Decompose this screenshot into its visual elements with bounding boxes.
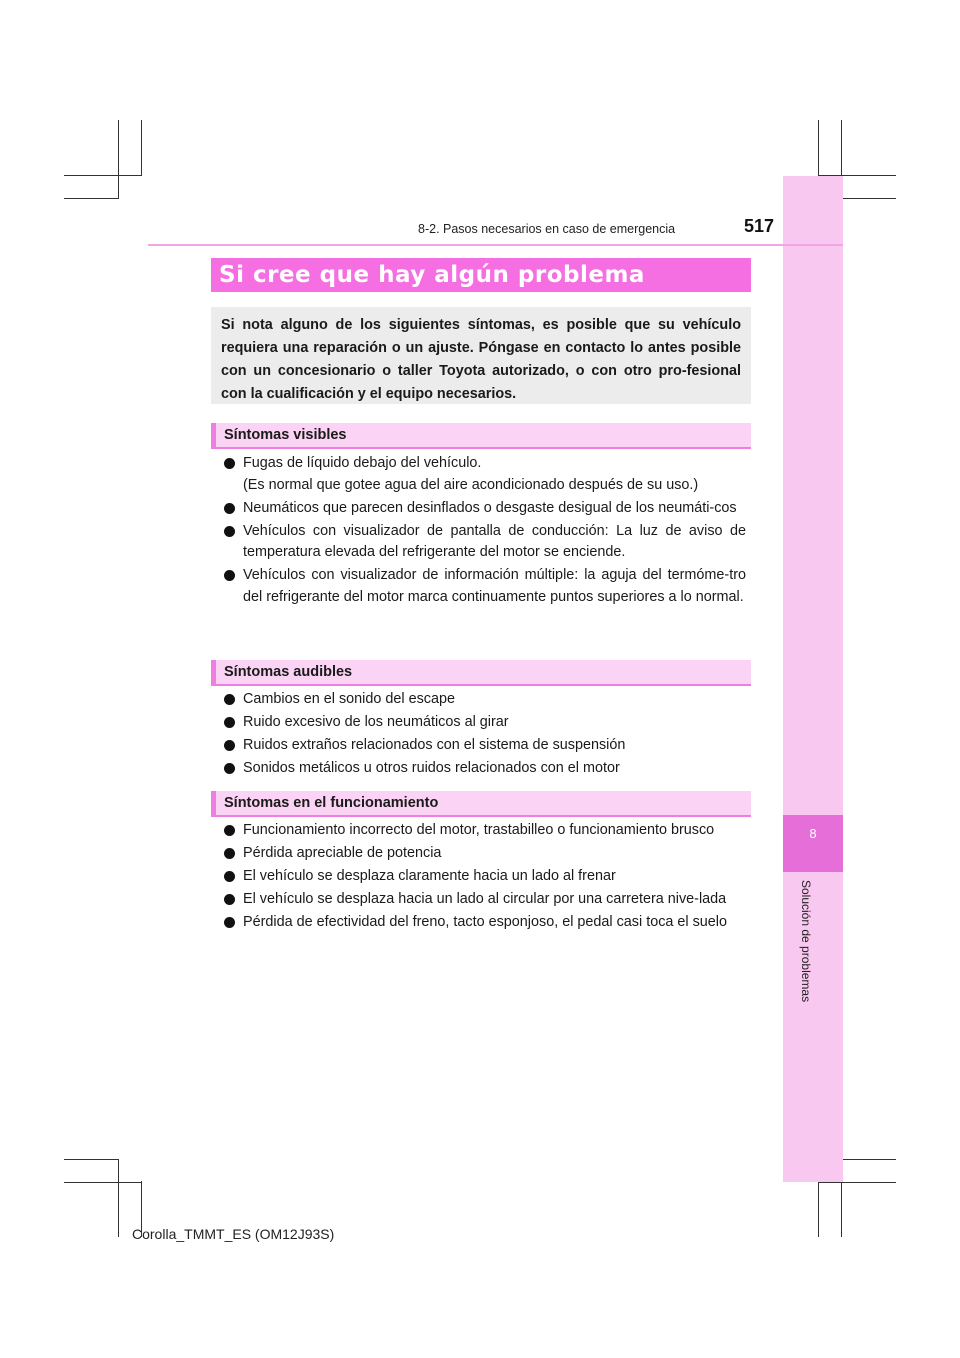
bullet-icon: [224, 526, 235, 537]
crop-mark: [841, 1159, 896, 1160]
crop-mark: [141, 120, 142, 176]
crop-mark: [64, 1159, 119, 1160]
list-item: Cambios en el sonido del escape: [224, 689, 746, 711]
footer-document-code: Corolla_TMMT_ES (OM12J93S): [132, 1226, 335, 1242]
list-item: Vehículos con visualizador de pantalla de conducción: La luz de aviso de temperatura elevada del refrigerante del motor se enciende.: [224, 521, 746, 564]
list-item: Ruido excesivo de los neumáticos al girar: [224, 712, 746, 734]
side-strip: [783, 176, 843, 1182]
section-heading-visible: [211, 423, 751, 449]
crop-mark: [118, 1159, 119, 1237]
bullet-icon: [224, 458, 235, 469]
list-item: Ruidos extraños relacionados con el sistema de suspensión: [224, 735, 746, 757]
crop-mark: [64, 1182, 142, 1183]
chapter-number: 8: [809, 826, 817, 841]
list-item: Fugas de líquido debajo del vehículo. (Es normal que gotee agua del aire acondicionado después de su uso.): [224, 453, 746, 496]
intro-text: Si nota alguno de los siguientes síntomas, es posible que su vehículo requiera una reparación o un ajuste. Póngase en contacto lo antes posible con un concesionario o taller Toyota autorizado, o con otro pro-fesional con la cualificación y el equipo necesarios.: [221, 317, 741, 402]
crop-mark: [841, 198, 896, 199]
bullet-icon: [224, 570, 235, 581]
list-item: Vehículos con visualizador de información múltiple: la aguja del termóme-tro del refrigerante del motor marca continuamente puntos superiores a lo normal.: [224, 565, 746, 608]
header-section-title: 8-2. Pasos necesarios en caso de emergencia: [418, 222, 676, 236]
header-divider: [148, 244, 843, 246]
bullet-list-operation: [224, 820, 746, 935]
bullet-icon: [224, 871, 235, 882]
section-heading-operation: [211, 791, 751, 817]
bullet-icon: [224, 848, 235, 859]
list-item-note: (Es normal que gotee agua del aire acondicionado después de su uso.): [243, 476, 699, 493]
list-item: El vehículo se desplaza claramente hacia un lado al frenar: [224, 866, 746, 888]
bullet-icon: [224, 694, 235, 705]
section-heading-text: Síntomas en el funcionamiento: [224, 795, 439, 811]
bullet-icon: [224, 917, 235, 928]
list-item: Funcionamiento incorrecto del motor, trastabilleo o funcionamiento brusco: [224, 820, 746, 842]
crop-mark: [64, 198, 119, 199]
page-title-bar: [211, 258, 751, 292]
crop-mark: [818, 120, 819, 176]
section-heading-text: Síntomas audibles: [224, 664, 353, 680]
page-title: Si cree que hay algún problema: [219, 262, 645, 288]
bullet-icon: [224, 825, 235, 836]
bullet-list-visible: [224, 453, 746, 610]
bullet-icon: [224, 717, 235, 728]
bullet-icon: [224, 503, 235, 514]
section-heading-text: Síntomas visibles: [224, 427, 347, 443]
list-item: Neumáticos que parecen desinflados o desgaste desigual de los neumáti-cos: [224, 498, 746, 520]
crop-mark: [818, 1181, 819, 1237]
list-item: Pérdida de efectividad del freno, tacto esponjoso, el pedal casi toca el suelo: [224, 912, 746, 934]
bullet-list-audible: [224, 689, 746, 781]
crop-mark: [64, 175, 142, 176]
crop-mark: [818, 1182, 896, 1183]
section-heading-audible: [211, 660, 751, 686]
list-item: El vehículo se desplaza hacia un lado al circular por una carretera nive-lada: [224, 889, 746, 911]
crop-mark: [118, 120, 119, 198]
intro-box: [211, 307, 751, 404]
list-item: Pérdida apreciable de potencia: [224, 843, 746, 865]
bullet-icon: [224, 894, 235, 905]
chapter-label: Solución de problemas: [799, 880, 813, 1003]
list-item: Sonidos metálicos u otros ruidos relacionados con el motor: [224, 758, 746, 780]
page-number: 517: [744, 216, 775, 236]
bullet-icon: [224, 740, 235, 751]
bullet-icon: [224, 763, 235, 774]
chapter-tab[interactable]: [783, 815, 843, 872]
